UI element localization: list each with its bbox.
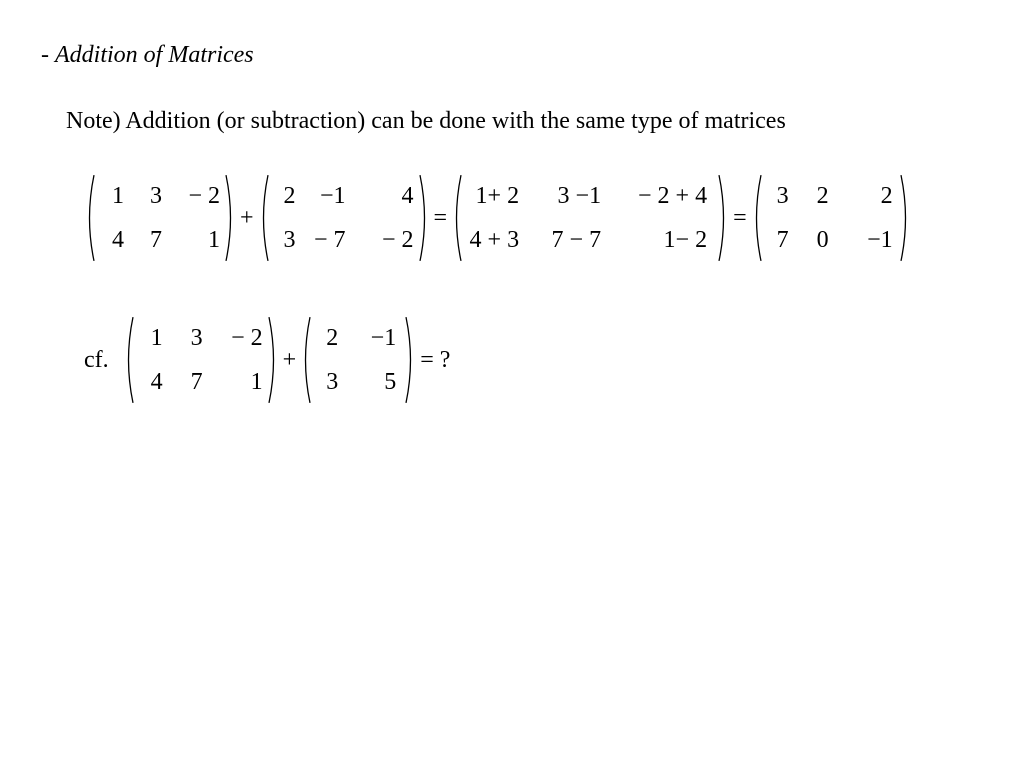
matrix-cell: − 2 <box>231 324 263 351</box>
matrix-cell: 7 − 7 <box>551 226 602 253</box>
left-paren <box>451 174 463 262</box>
matrix-cell: − 2 + 4 <box>638 182 708 209</box>
title-dash: - <box>41 42 55 68</box>
left-paren <box>300 316 312 404</box>
matrix-cell: 4 <box>150 368 163 395</box>
matrix-cell: 4 <box>112 226 124 253</box>
note-text: Note) Addition (or subtraction) can be done with the same type of matrices <box>66 108 786 134</box>
matrix-cell: 5 <box>384 368 397 395</box>
left-paren <box>258 174 270 262</box>
matrix-cell: 3 <box>283 226 296 253</box>
matrix-cell: 1 <box>250 368 263 395</box>
right-paren <box>899 174 911 262</box>
left-paren <box>751 174 763 262</box>
matrix-cell: −1 <box>320 182 346 209</box>
matrix-cell: 7 <box>190 368 203 395</box>
matrix-cell: 4 + 3 <box>469 226 520 253</box>
matrix-cell: 1− 2 <box>663 226 708 253</box>
left-paren <box>84 174 96 262</box>
matrix-cell: − 2 <box>382 226 414 253</box>
matrix-cell: 2 <box>816 182 829 209</box>
matrix-cell: 3 <box>776 182 789 209</box>
matrix-a <box>123 316 279 404</box>
equals-sign: = <box>433 204 448 231</box>
matrix-result <box>751 174 911 262</box>
matrix-cell: 1 <box>112 182 124 209</box>
matrix-cell: 4 <box>401 182 414 209</box>
matrix-cell: 2 <box>880 182 893 209</box>
matrix-b <box>258 174 430 262</box>
matrix-cell: 1 <box>150 324 163 351</box>
right-paren <box>717 174 729 262</box>
cf-label: cf. <box>84 346 109 373</box>
matrix-cell: − 2 <box>188 182 220 209</box>
matrix-cell: 2 <box>283 182 296 209</box>
matrix-cell: − 7 <box>314 226 346 253</box>
matrix-cell: −1 <box>370 324 397 351</box>
matrix-cell: −1 <box>867 226 893 253</box>
mismatched-addition-example <box>84 316 454 404</box>
title-text: Addition of Matrices <box>55 42 254 68</box>
plus-sign: + <box>282 346 297 373</box>
matrix-cell: 1 <box>208 226 220 253</box>
matrix-cell: 0 <box>816 226 829 253</box>
right-paren <box>404 316 416 404</box>
matrix-cell: 1+ 2 <box>475 182 520 209</box>
matrix-b <box>300 316 416 404</box>
matrix-cell: 3 −1 <box>557 182 602 209</box>
right-paren <box>224 174 236 262</box>
matrix-cell: 2 <box>326 324 339 351</box>
equals-sign: = <box>733 204 747 231</box>
right-paren <box>267 316 279 404</box>
right-paren <box>418 174 430 262</box>
matrix-a <box>84 174 236 262</box>
matrix-cell: 7 <box>150 226 162 253</box>
matrix-sum-expression <box>451 174 729 262</box>
matrix-cell: 3 <box>190 324 203 351</box>
left-paren <box>123 316 135 404</box>
plus-sign: + <box>240 204 254 231</box>
matrix-cell: 3 <box>326 368 339 395</box>
matrix-cell: 7 <box>776 226 789 253</box>
slide-title <box>41 42 254 69</box>
equals-question: = ? <box>420 346 451 373</box>
matrix-addition-example <box>84 174 911 262</box>
matrix-cell: 3 <box>150 182 162 209</box>
